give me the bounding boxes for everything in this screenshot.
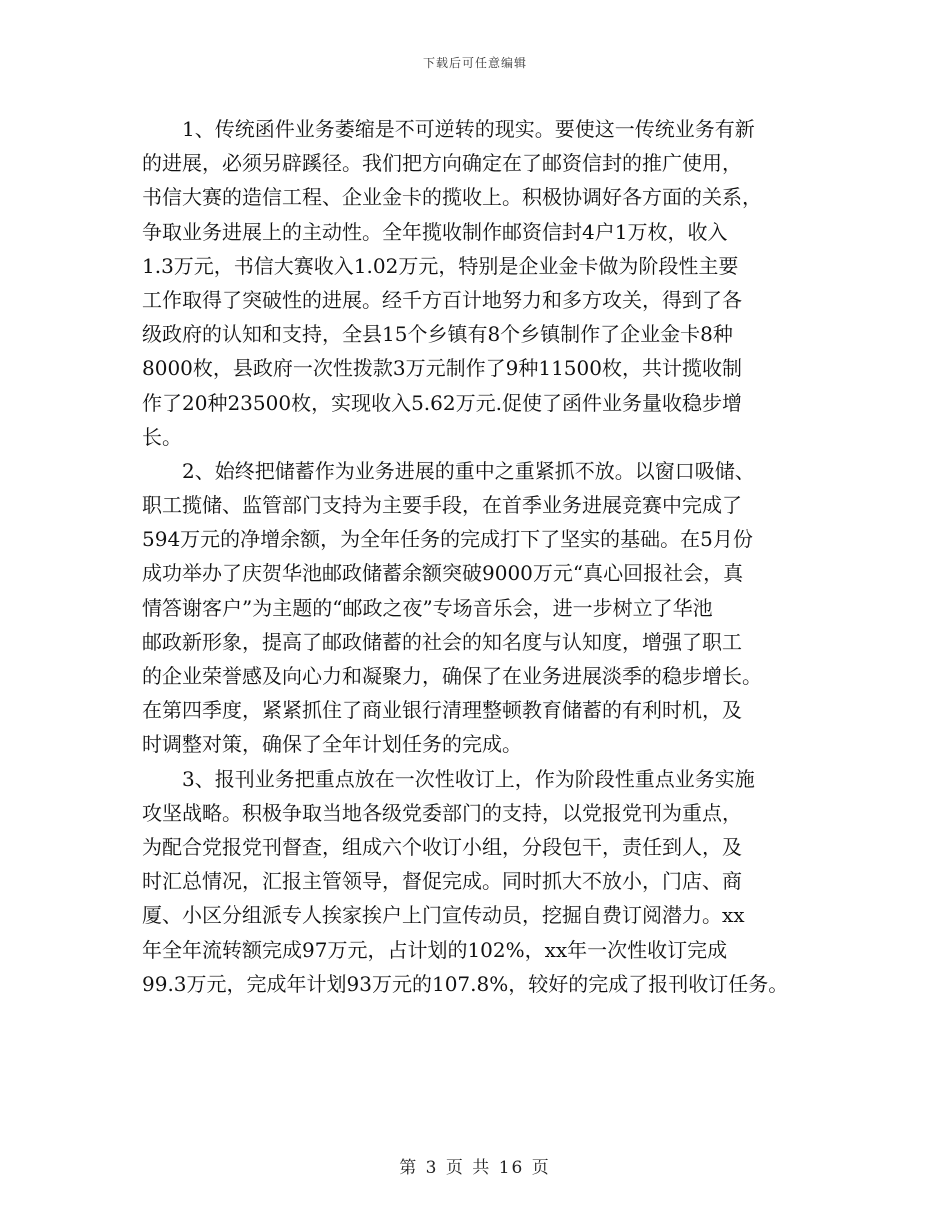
page-number: 第 3 页 共 16 页 xyxy=(399,1158,551,1178)
text-line: 时汇总情况，汇报主管领导，督促完成。同时抓大不放小，门店、商 xyxy=(142,869,742,894)
text-line: 长。 xyxy=(142,424,182,449)
text-line: 厦、小区分组派专人挨家挨户上门宣传动员，挖掘自费订阅潜力。xx xyxy=(142,903,745,928)
text-line: 作了20种23500枚，实现收入5.62万元.促使了函件业务量收稳步增 xyxy=(142,390,742,415)
text-line: 1.3万元，书信大赛收入1.02万元，特别是企业金卡做为阶段性主要 xyxy=(142,253,739,278)
text-line: 工作取得了突破性的进展。经千方百计地努力和多方攻关，得到了各 xyxy=(142,287,742,312)
text-line: 的进展，必须另辟蹊径。我们把方向确定在了邮资信封的推广使用， xyxy=(142,151,742,176)
document-body xyxy=(142,112,828,1001)
text-line: 年全年流转额完成97万元，占计划的102%，xx年一次性收订完成 xyxy=(142,937,728,962)
text-line: 级政府的认知和支持，全县15个乡镇有8个乡镇制作了企业金卡8种 xyxy=(142,322,733,347)
text-line: 情答谢客户”为主题的“邮政之夜”专场音乐会，进一步树立了华池 xyxy=(142,595,713,620)
text-line: 8000枚，县政府一次性拨款3万元制作了9种11500枚，共计揽收制 xyxy=(142,356,742,381)
text-line: 职工揽储、监管部门支持为主要手段，在首季业务进展竞赛中完成了 xyxy=(142,493,742,518)
text-line: 在第四季度，紧紧抓住了商业银行清理整顿教育储蓄的有利时机，及 xyxy=(142,698,742,723)
text-line: 99.3万元，完成年计划93万元的107.8%，较好的完成了报刊收订任务。 xyxy=(142,971,789,996)
text-line: 书信大赛的造信工程、企业金卡的揽收上。积极协调好各方面的关系， xyxy=(142,185,762,210)
text-line: 为配合党报党刊督查，组成六个收订小组，分段包干，责任到人，及 xyxy=(142,834,742,859)
page-header: 下载后可任意编辑 xyxy=(422,56,527,70)
text-line: 攻坚战略。积极争取当地各级党委部门的支持，以党报党刊为重点， xyxy=(142,800,742,825)
text-line: 时调整对策，确保了全年计划任务的完成。 xyxy=(142,732,522,757)
text-line: 的企业荣誉感及向心力和凝聚力，确保了在业务进展淡季的稳步增长。 xyxy=(142,664,762,688)
text-line: 1、传统函件业务萎缩是不可逆转的现实。要使这一传统业务有新 xyxy=(142,117,755,141)
text-line: 邮政新形象，提高了邮政储蓄的社会的知名度与认知度，增强了职工 xyxy=(142,629,742,654)
text-line: 2、始终把储蓄作为业务进展的重中之重紧抓不放。以窗口吸储、 xyxy=(142,458,755,483)
text-line: 594万元的净增余额，为全年任务的完成打下了坚实的基础。在5月份 xyxy=(142,527,753,552)
text-line: 3、报刊业务把重点放在一次性收订上，作为阶段性重点业务实施 xyxy=(142,766,755,791)
text-line: 争取业务进展上的主动性。全年揽收制作邮资信封4户1万枚，收入 xyxy=(142,219,728,244)
text-line: 成功举办了庆贺华池邮政储蓄余额突破9000万元“真心回报社会，真 xyxy=(142,561,744,586)
